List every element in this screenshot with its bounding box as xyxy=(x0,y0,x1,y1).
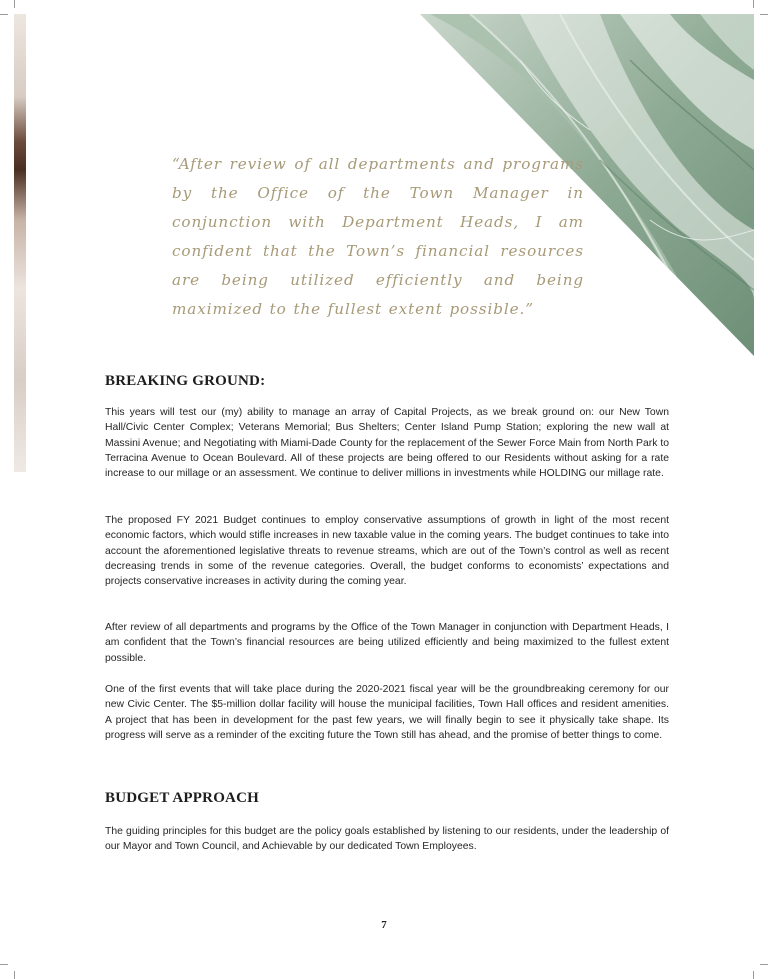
paragraph: One of the first events that will take place during the 2020-2021 fiscal year will be the groundbreaking ceremony for our new Civic Center. The $5-million dollar facility will house the municipal facilities, Town Hall offices and resident amenities. A project that has been in development for the past few years, we will finally begin to see it physically take shape. Its progress will serve as a reminder of the exciting future the Town still has ahead, and the promise of better things to come. xyxy=(105,684,669,741)
section-heading-breaking-ground: BREAKING GROUND: xyxy=(105,373,266,389)
paragraph: After review of all departments and programs by the Office of the Town Manager in conjunction with Department Heads, I am confident that the Town’s financial resources are being utilized efficiently and being maximized to the fullest extent possible. xyxy=(105,622,669,664)
paragraph: This years will test our (my) ability to manage an array of Capital Projects, as we break ground on: our New Town Hall/Civic Center Complex; Veterans Memorial; Bus Shelters; Center Island Pump Station; exploring the new wall at Massini Avenue; and Negotiating with Miami-Dade County for the replacement of the Sewer Force Main from North Park to Terracina Avenue to Ocean Boulevard. All of these projects are being offered to our Residents without asking for a rate increase to our millage or an assessment. We continue to deliver millions in investments while HOLDING our millage rate. xyxy=(105,407,669,479)
pull-quote: “After review of all departments and programs by the Office of the Town Manager in conjunction with Department Heads, I am confident that the Town’s financial resources are being utilized efficiently and being maximized to the fullest extent possible.” xyxy=(172,155,584,318)
paragraph: The proposed FY 2021 Budget continues to employ conservative assumptions of growth in light of the most recent economic factors, which would stifle increases in new taxable value in the coming years. The budget continues to take into account the aforementioned legislative threats to revenue streams, which are out of the Town’s control as well as recent decreasing trends in some of the revenue categories. Overall, the budget conforms to economists’ expectations and projects conservative increases in activity during the coming year. xyxy=(105,515,669,587)
page-number: 7 xyxy=(381,919,387,931)
paragraph: The guiding principles for this budget are the policy goals established by listening to our residents, under the leadership of our Mayor and Town Council, and Achievable by our dedicated Town Employees. xyxy=(105,826,669,853)
section-heading-budget-approach: BUDGET APPROACH xyxy=(105,790,259,806)
